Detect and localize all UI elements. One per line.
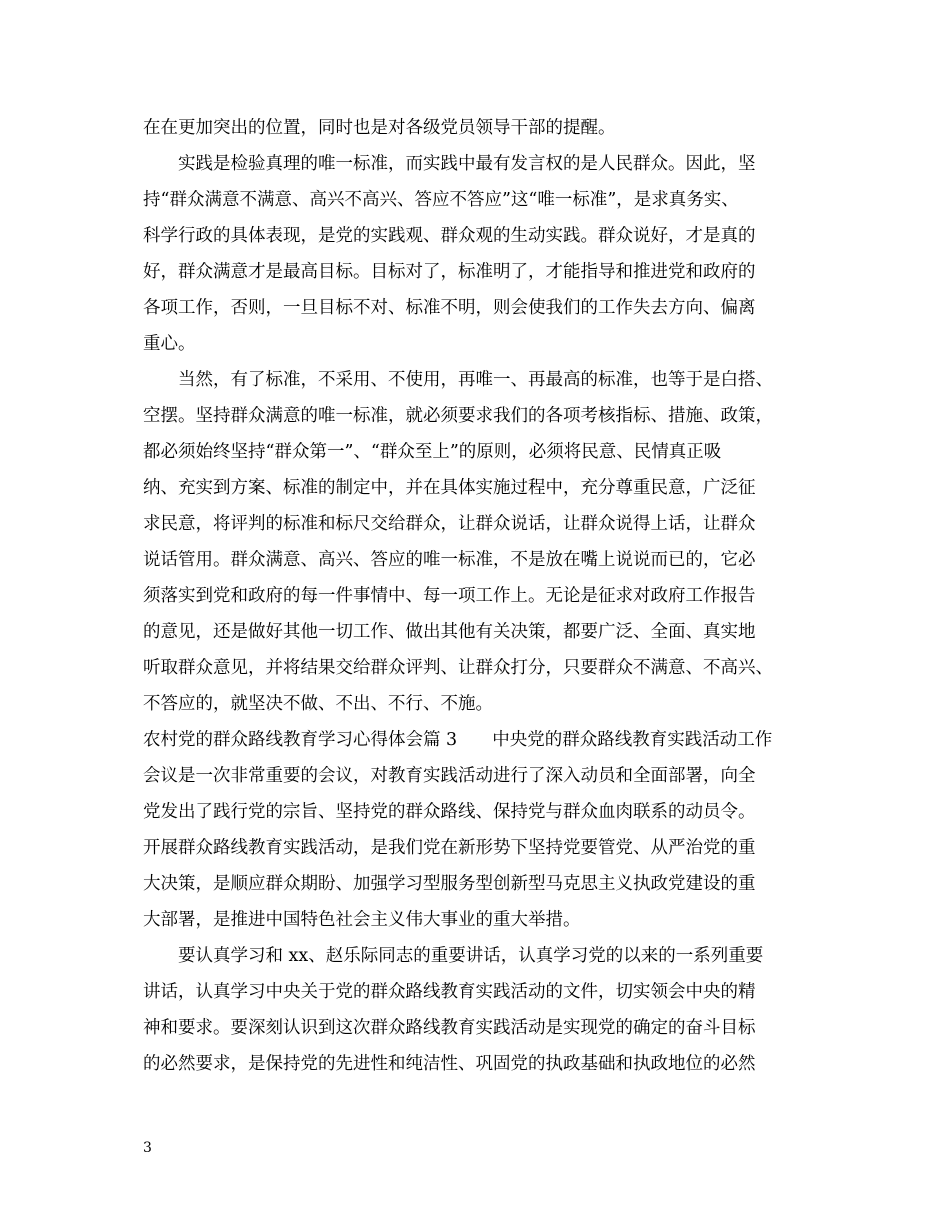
text-line: 神和要求。要深刻认识到这次群众路线教育实践活动是实现党的确定的奋斗目标 <box>143 1018 756 1038</box>
text-line: 不答应的，就坚决不做、不出、不行、不施。 <box>143 694 493 714</box>
text-line: 重心。 <box>143 334 196 354</box>
text-line: 听取群众意见，并将结果交给群众评判、让群众打分，只要群众不满意、不高兴、 <box>143 658 773 678</box>
text-line: 党发出了践行党的宗旨、坚持党的群众路线、保持党与群众血肉联系的动员令。 <box>143 802 756 822</box>
text-line: 的必然要求，是保持党的先进性和纯洁性、巩固党的执政基础和执政地位的必然 <box>143 1054 756 1074</box>
text-line: 说话管用。群众满意、高兴、答应的唯一标准，不是放在嘴上说说而已的，它必 <box>143 550 756 570</box>
text-line: 要认真学习和 xx、赵乐际同志的重要讲话，认真学习党的以来的一系列重要 <box>143 946 764 966</box>
text-line: 纳、充实到方案、标准的制定中，并在具体实施过程中，充分尊重民意，广泛征 <box>143 478 756 498</box>
text-line: 实践是检验真理的唯一标准，而实践中最有发言权的是人民群众。因此，坚 <box>143 154 756 174</box>
page-number: 3 <box>143 1140 152 1156</box>
text-line: 在在更加突出的位置，同时也是对各级党员领导干部的提醒。 <box>143 118 616 138</box>
text-line: 开展群众路线教育实践活动，是我们党在新形势下坚持党要管党、从严治党的重 <box>143 838 756 858</box>
text-line: 都必须始终坚持“群众第一”、“群众至上”的原则，必须将民意、民情真正吸 <box>143 442 722 462</box>
text-line: 各项工作，否则，一旦目标不对、标准不明，则会使我们的工作失去方向、偏离 <box>143 298 756 318</box>
text-line: 大部署，是推进中国特色社会主义伟大事业的重大举措。 <box>143 910 581 930</box>
text-line: 求民意，将评判的标准和标尺交给群众，让群众说话，让群众说得上话，让群众 <box>143 514 756 534</box>
text-line: 会议是一次非常重要的会议，对教育实践活动进行了深入动员和全面部署，向全 <box>143 766 756 786</box>
text-line: 持“群众满意不满意、高兴不高兴、答应不答应”这“唯一标准”，是求真务实、 <box>143 190 739 210</box>
text-line: 好，群众满意才是最高目标。目标对了，标准明了，才能指导和推进党和政府的 <box>143 262 756 282</box>
text-line: 大决策，是顺应群众期盼、加强学习型服务型创新型马克思主义执政党建设的重 <box>143 874 756 894</box>
text-line: 讲话，认真学习中央关于党的群众路线教育实践活动的文件，切实领会中央的精 <box>143 982 756 1002</box>
text-line: 的意见，还是做好其他一切工作、做出其他有关决策，都要广泛、全面、真实地 <box>143 622 756 642</box>
text-line: 科学行政的具体表现，是党的实践观、群众观的生动实践。群众说好，才是真的 <box>143 226 756 246</box>
text-line: 空摆。坚持群众满意的唯一标准，就必须要求我们的各项考核指标、措施、政策， <box>143 406 773 426</box>
section-heading-line: 农村党的群众路线教育学习心得体会篇 3 中央党的群众路线教育实践活动工作 <box>143 730 773 750</box>
text-line: 当然，有了标准，不采用、不使用，再唯一、再最高的标准，也等于是白搭、 <box>143 370 773 390</box>
text-line: 须落实到党和政府的每一件事情中、每一项工作上。无论是征求对政府工作报告 <box>143 586 756 606</box>
